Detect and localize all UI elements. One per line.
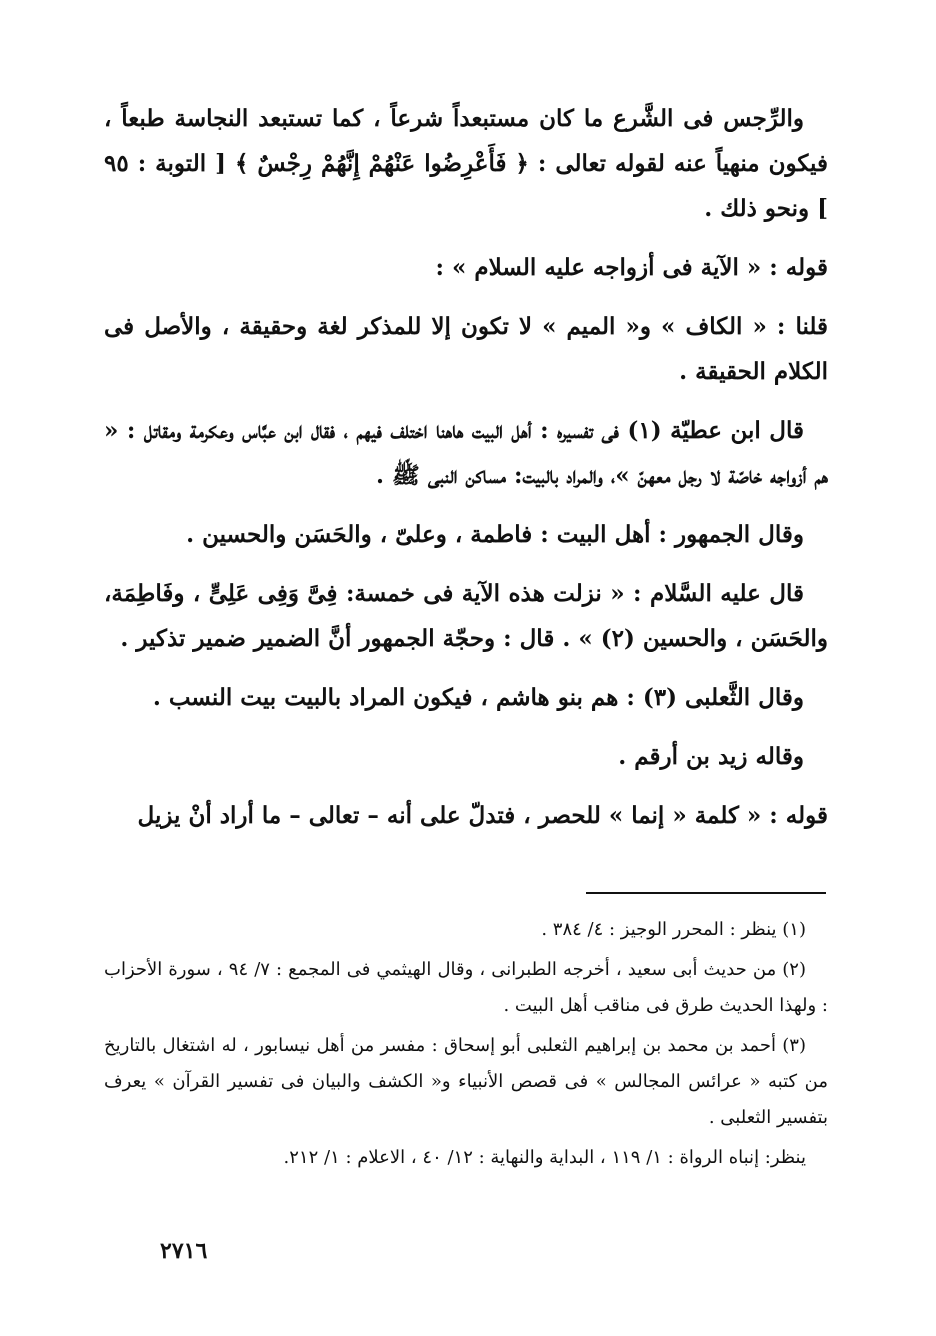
main-text-body: [104, 96, 828, 852]
paragraph-innama: قوله : « كلمة « إنما » للحصر ، فتدلّ على أنه – تعالى – ما أراد أنْ يزيل: [137, 802, 828, 829]
paragraph-jumhur: وقال الجمهور : أهل البيت : فاطمة ، وعلىّ ، والحَسَن والحسين .: [186, 521, 804, 548]
paragraph-zayd-ibn-arqam: وقاله زيد بن أرقم .: [618, 743, 804, 770]
footnote-3-references: ينظر: إنباه الرواة : ١/ ١١٩ ، البداية والنهاية : ١٢/ ٤٠ ، الاعلام : ١/ ٢١٢.: [283, 1147, 806, 1168]
paragraph-thalabi: وقال الثَّعلبى (٣) : هم بنو هاشم ، فيكون المراد بالبيت بيت النسب .: [152, 684, 804, 711]
footnote-3: (٣) أحمد بن محمد بن إبراهيم الثعلبى أبو إسحاق : مفسر من أهل نيسابور ، له اشتغال بالتاريخ من كتبه « عرائس المجالس » فى قصص الأنبياء و« الكشف والبيان فى تفسير القرآن » يعرف بتفسير الثعلبى .: [104, 1035, 828, 1128]
paragraph-ibn-atiyya: قال ابن عطيّة (١) فى تفسيره : أهل البيت هاهنا اختلف فيهم ، فقال ابن عبَّاس وعكرمة ومقاتل : « هم أزواجه خاصّة لا رجل معهنّ »، والمراد بالبيت: مساكن النبى ﷺ .: [104, 417, 828, 489]
footnote-1: (١) ينظر : المحرر الوجيز : ٤/ ٣٨٤ .: [541, 919, 806, 940]
paragraph-quote-wives: قوله : « الآية فى أزواجه عليه السلام » :: [435, 254, 828, 281]
footnote-divider: [586, 892, 826, 894]
paragraph-rijs-definition: والرِّجس فى الشَّرع ما كان مستبعداً شرعاً ، كما تستبعد النجاسة طبعاً ، فيكون منهياً عنه لقوله تعالى : ﴿ فَأَعْرِضُوا عَنْهُمْ إِنَّهُمْ رِجْسٌ ﴾ [ التوبة : ٩٥ ] ونحو ذلك .: [104, 105, 828, 222]
paragraph-hadith-five: قال عليه السَّلام : « نزلت هذه الآية فى خمسة: فِىَّ وَفِى عَلِىٍّ ، وفَاطِمَة، والحَسَن ، والحسين (٢) » . قال : وحجّة الجمهور أنَّ الضمير ضمير تذكير .: [104, 580, 828, 652]
footnotes-section: [104, 912, 828, 1180]
paragraph-kaf-mim: قلنا : « الكاف » و« الميم » لا تكون إلا للمذكر لغة وحقيقة ، والأصل فى الكلام الحقيقة .: [104, 313, 828, 385]
page-number: ٢٧١٦: [160, 1238, 208, 1264]
footnote-2: (٢) من حديث أبى سعيد ، أخرجه الطبرانى ، وقال الهيثمي فى المجمع : ٧/ ٩٤ ، سورة الأحزاب : ولهذا الحديث طرق فى مناقب أهل البيت .: [104, 959, 828, 1016]
